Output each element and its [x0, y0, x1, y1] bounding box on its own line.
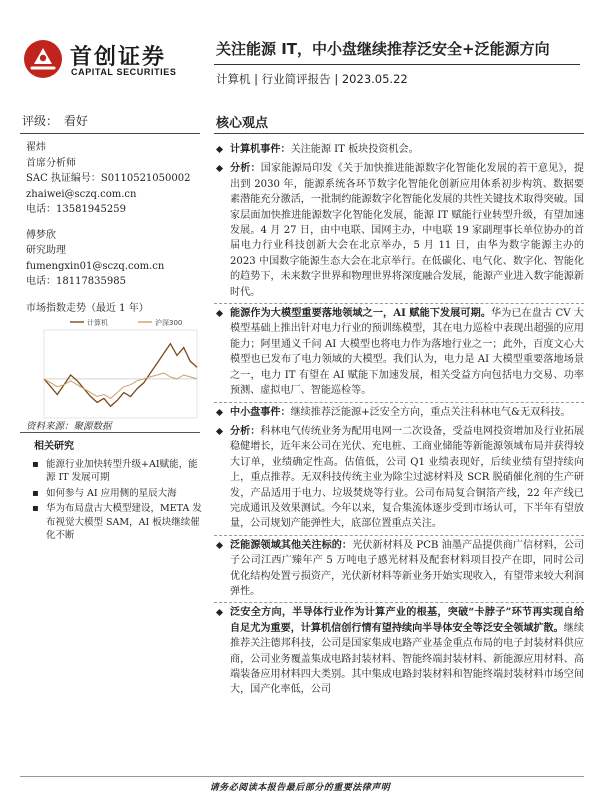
para-head: 能源作为大模型重要落地领域之一，AI 赋能下发展可期。 [230, 308, 492, 320]
rating-value: 看好 [64, 114, 89, 128]
related-item[interactable]: ▪ 华为布局盘古大模型建设，META 发布视觉大模型 SAM，AI 板块继续催化不断 [26, 502, 204, 543]
market-index-chart [26, 299, 201, 429]
analyst-email[interactable]: fumengxin01@sczq.com.cn [26, 260, 165, 272]
chart-source: 资料来源：聚源数据 [26, 421, 112, 432]
analyst-card [26, 140, 201, 218]
para-text: 关注能源 IT 板块投资机会。 [290, 144, 419, 155]
chart-plot [26, 314, 201, 426]
bullet-paragraph [216, 142, 584, 157]
chart-series-line [44, 373, 197, 398]
related-heading: 相关研究 [34, 441, 74, 452]
para-text: 光伏新材料及 PCB 油墨产品提供商广信材料，公司子公司江西广臻年产 5 万吨电子感光材料及配套材料项目投产在即，同时公司优化结构处置亏损资产，光伏新材料等新业务开始实现收入，有望带来较大利润弹性。 [230, 539, 584, 597]
bullet-paragraph [216, 605, 584, 697]
logo-name-en: CAPITAL SECURITIES [71, 67, 177, 77]
analyst-name: 翟炜 [26, 142, 46, 153]
report-subtitle: 计算机 | 行业简评报告 | 2023.05.22 [216, 72, 408, 86]
chart-legend-label: 计算机 [87, 319, 108, 327]
analyst-name: 傅梦欣 [26, 229, 56, 241]
bullet-paragraph [216, 306, 584, 398]
para-text: 继续推荐关注德邦科技，公司是国家集成电路产业基金重点布局的电子封装材料供应商，公司业务覆盖集成电路封装材料、智能终端封装材料、新能源应用材料、高端装备应用材料四大类别。其中集成电路封装材料和智能终端封装材料市场空间大，国产化率低，公司 [230, 622, 585, 696]
core-views [216, 142, 584, 702]
chart-series-line [44, 344, 197, 407]
para-text: 国家能源局印发《关于加快推进能源数字化智能化发展的若干意见》，提出到 2030 年，能源系统各环节数字化智能化创新应用体系初步构筑、数据要素潜能充分激活，一批制约能源数字化智能化发展的共性关键技术取得突破。国家层面加快推进能源数字化智能化发展，能源 IT 赋能行业转型升级，有望加速发展。4 月 27 日，由中电联、国网主办，中电联 19 家副理事长单位协办的首届电力行业科技创新大会在北京举办，5 月 11 日，由华为数字能源主办的 2023 中国数字能源生态大会在北京举行。在低碳化、电气化、数字化、智能化的趋势下，未来数字世界和物理世界将深度融合发展，能源产业进入数字能源新时代。 [230, 163, 585, 298]
para-text: 科林电气传统业务为配用电网一二次设备，受益电网投资增加及行业拓展稳健增长，近年来公司在光伏、充电桩、工商业储能等新能源领域布局并获得较大订单，业绩确定性高。估值低，公司 Q1 业绩表现好，后续业绩有望持续向上，重点推荐。无双科技传统主业为除尘过滤材料及 SCR 脱硝催化剂的生产研发，产品适用于电力、垃圾焚烧等行业。公司布局复合铜箔产线，22 年产线已完成通讯及效果测试。今年以来，复合集流体逐步受到市场认可，下半年有望放量，公司规划产能弹性大，底部位置重点关注。 [230, 425, 585, 530]
analyst-phone: 电话：18117835985 [26, 276, 126, 287]
chart-title: 市场指数走势（最近 1 年） [26, 303, 149, 314]
related-list [26, 458, 204, 543]
bullet-paragraph [216, 161, 584, 300]
right-divider [214, 133, 584, 134]
report-header [0, 0, 600, 110]
para-head: 计算机事件： [230, 144, 291, 155]
para-head: 中小盘事件： [230, 406, 291, 418]
para-head: 分析： [230, 163, 261, 175]
analyst-panel [26, 140, 201, 298]
footer-divider [20, 776, 584, 777]
analyst-license: SAC 执证编号：S0110521050002 [26, 173, 191, 184]
analyst-phone: 电话：13581945259 [26, 204, 126, 215]
related-item[interactable]: ▪ 如何参与 AI 应用侧的星辰大海 [26, 487, 204, 501]
related-research [26, 440, 204, 545]
analyst-email[interactable]: zhaiwei@sczq.com.cn [26, 188, 137, 200]
chart-frame [44, 330, 197, 418]
para-text: 华为已在盘古 CV 大模型基础上推出针对电力行业的预训练模型，其在电力巡检中表现出超强的应用能力；阿里通义千问 AI 大模型也将电力作为落地行业之一；此外，百度文心大模型也已发布了电力领域的大模型。我们认为，电力是 AI 大模型重要落地场景之一，电力 IT 有望在 AI 赋能下加速发展，相关受益方向包括电力交易、功率预测、虚拟电厂、智能巡检等。 [230, 308, 584, 397]
para-text: 继续推荐泛能源+泛安全方向，重点关注科林电气&无双科技。 [290, 406, 571, 418]
bullet-paragraph [216, 424, 584, 532]
para-head: 泛安全方向，半导体行业作为计算产业的根基，突破“卡脖子”环节再实现自给自足尤为重要，计算机信创行情有望持续向半导体安全等泛安全领域扩散。 [230, 607, 584, 634]
company-logo [22, 38, 202, 80]
para-head: 泛能源领域其他关注标的： [230, 539, 353, 551]
logo-name-cn: 首创证券 [70, 45, 167, 70]
analyst-card [26, 228, 201, 290]
related-divider [20, 432, 200, 433]
analyst-role: 首席分析师 [26, 157, 76, 169]
rating [22, 112, 192, 129]
para-head: 分析： [230, 425, 261, 437]
logo-mark-icon [22, 38, 64, 80]
analyst-role: 研究助理 [26, 245, 66, 256]
bullet-paragraph [216, 538, 584, 600]
rating-label: 评级： [22, 114, 59, 128]
left-divider [20, 133, 200, 134]
footer-disclaimer: 请务必阅读本报告最后部分的重要法律声明 [209, 783, 391, 793]
title-divider [214, 64, 580, 65]
core-heading: 核心观点 [216, 116, 269, 131]
related-item[interactable]: ▪ 能源行业加快转型升级+AI赋能，能源 IT 发展可期 [26, 458, 204, 485]
report-title: 关注能源 IT，中小盘继续推荐泛安全+泛能源方向 [216, 40, 550, 58]
bullet-paragraph [216, 405, 584, 420]
chart-legend-label: 沪深300 [155, 319, 183, 327]
